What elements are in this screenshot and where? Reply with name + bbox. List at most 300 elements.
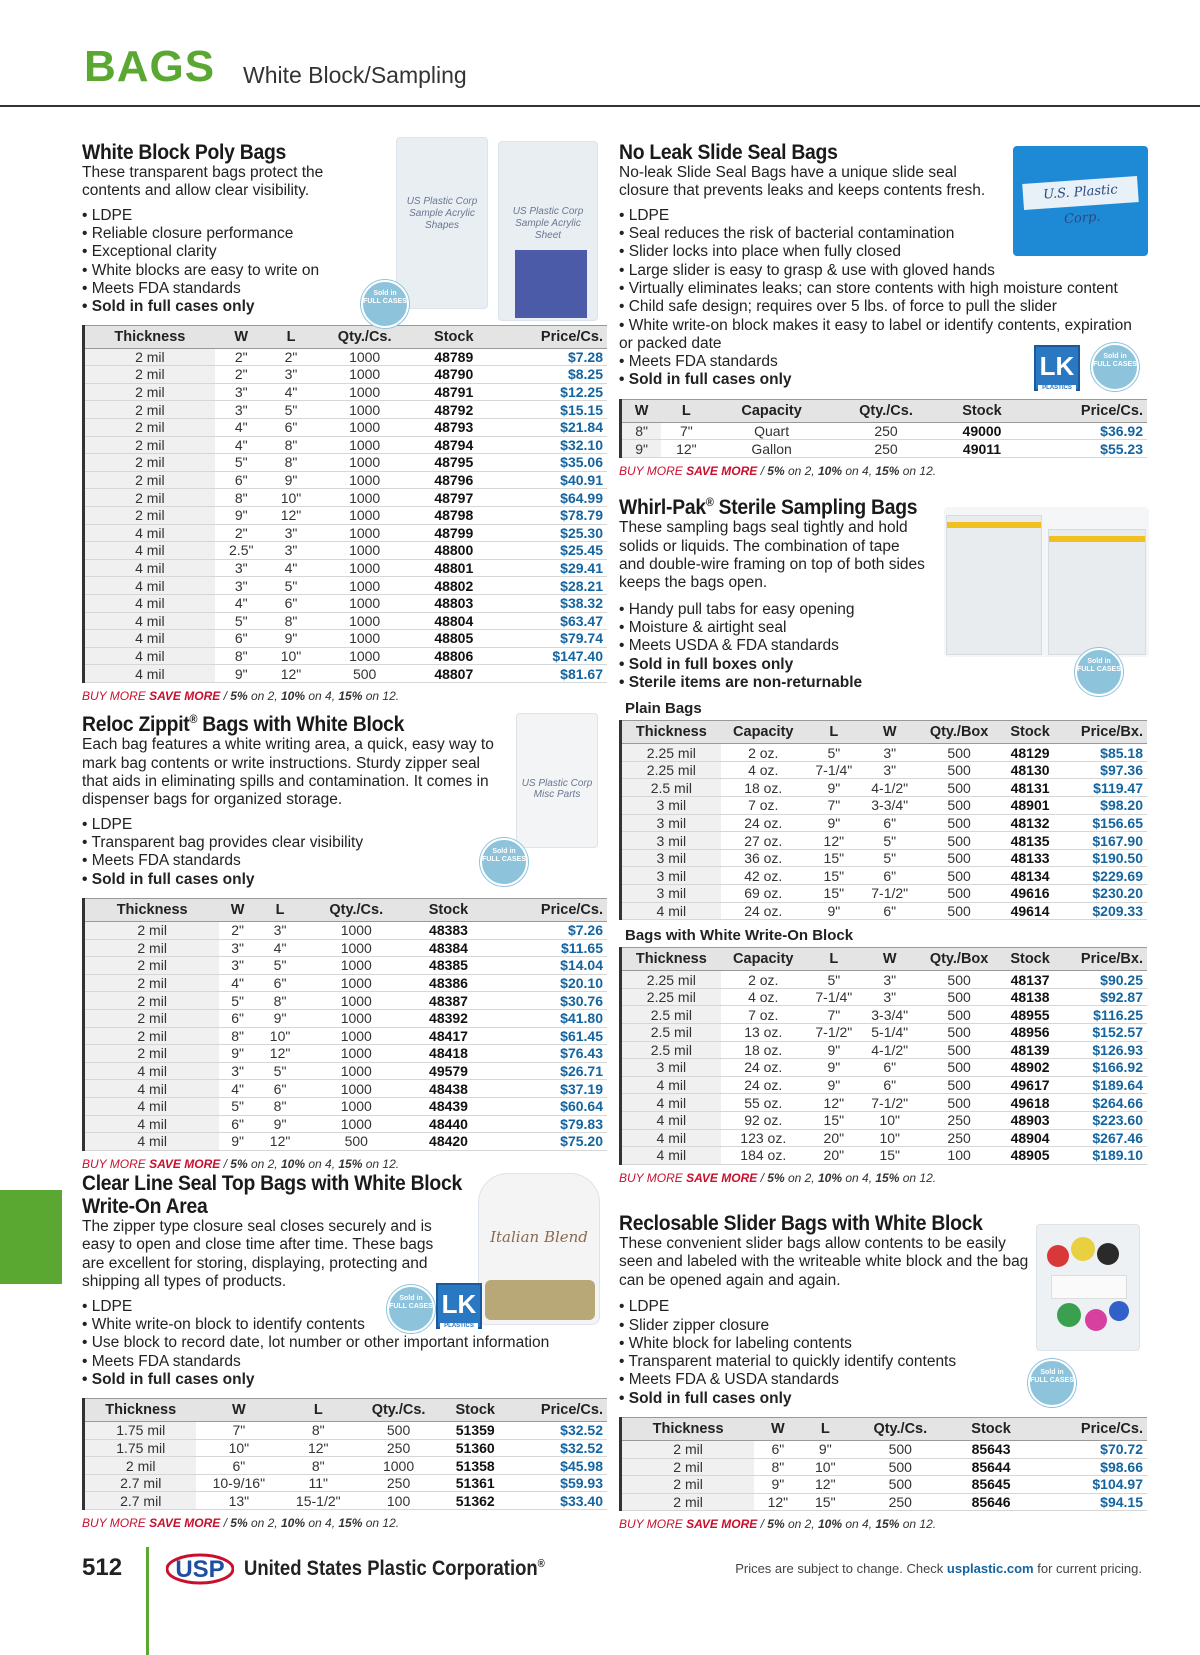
table-cell: 3-3/4": [862, 1006, 918, 1024]
full-cases-badge: Sold in FULL CASES: [361, 280, 409, 328]
table-cell: 5": [806, 744, 862, 762]
table-cell: 3": [215, 559, 268, 577]
feature-item: • Meets FDA standards: [82, 852, 607, 870]
stock-cell: 48386: [408, 974, 488, 992]
table-cell: 3-3/4": [862, 797, 918, 815]
price-table: [82, 1398, 607, 1510]
stock-cell: 48796: [415, 471, 493, 489]
column-header: Thickness: [621, 948, 721, 971]
price-cell: $64.99: [493, 489, 607, 507]
table-cell: 8": [215, 489, 268, 507]
stock-cell: 48801: [415, 559, 493, 577]
table-cell: 5": [256, 957, 304, 975]
table-cell: 2": [215, 348, 268, 366]
table-cell: 13": [196, 1492, 281, 1510]
table-cell: 12": [802, 1476, 849, 1494]
table-row: [84, 1062, 608, 1080]
table-cell: 4 mil: [84, 1062, 220, 1080]
price-cell: $190.50: [1060, 849, 1147, 867]
feature-item: • Sterile items are non-returnable: [619, 674, 1147, 692]
table-cell: 9": [806, 1076, 862, 1094]
table-row: [621, 1458, 1148, 1476]
table-row: [621, 1059, 1148, 1077]
table-cell: 7": [806, 1006, 862, 1024]
stock-cell: 48804: [415, 612, 493, 630]
table-cell: 4 mil: [621, 1076, 721, 1094]
full-cases-badge: Sold in FULL CASES: [1075, 648, 1123, 696]
table-cell: 6": [219, 1009, 256, 1027]
price-table: [82, 325, 607, 683]
product-image-misc-parts: [516, 713, 598, 848]
table-cell: 5": [219, 992, 256, 1010]
table-cell: 9": [754, 1476, 801, 1494]
table-cell: 7-1/2": [862, 1094, 918, 1112]
price-cell: $26.71: [489, 1062, 607, 1080]
stock-cell: 51360: [442, 1439, 509, 1457]
table-cell: 9": [215, 506, 268, 524]
table-cell: 12": [661, 440, 711, 458]
column-header: Stock: [1001, 948, 1060, 971]
feature-item: • Child safe design; requires over 5 lbs. of force to pull the slider: [619, 298, 1147, 316]
table-cell: 500: [918, 1041, 1001, 1059]
table-cell: 9": [256, 1115, 304, 1133]
table-cell: 2 mil: [84, 921, 220, 939]
feature-item: • Meets FDA standards: [82, 1353, 607, 1371]
table-cell: 8": [219, 1027, 256, 1045]
table-row: [84, 1009, 608, 1027]
column-header: Qty./Cs.: [304, 898, 408, 921]
table-cell: 6": [862, 814, 918, 832]
table-cell: 3": [256, 921, 304, 939]
feature-item: • Use block to record date, lot number or other important information: [82, 1334, 607, 1352]
product-image-acrylic-shapes: [396, 137, 488, 309]
feature-item: • White blocks are easy to write on: [82, 262, 607, 280]
table-cell: 1000: [304, 1009, 408, 1027]
table-row: [621, 440, 1148, 458]
table-cell: 12": [806, 832, 862, 850]
table-header-row: [621, 1418, 1148, 1441]
feature-item: • White write-on block to identify contents: [82, 1316, 607, 1334]
stock-cell: 49011: [940, 440, 1024, 458]
table-cell: 36 oz.: [721, 849, 806, 867]
table-cell: 5": [862, 832, 918, 850]
section-title: Reloc Zippit® Bags with White Block: [82, 712, 405, 737]
table-cell: 500: [918, 1023, 1001, 1041]
table-cell: 12": [281, 1439, 355, 1457]
table-cell: 20": [806, 1129, 862, 1147]
table-cell: 1000: [314, 366, 415, 384]
price-cell: $35.06: [493, 454, 607, 472]
stock-cell: 48130: [1001, 761, 1060, 779]
price-cell: $79.83: [489, 1115, 607, 1133]
table-cell: 1000: [314, 506, 415, 524]
stock-cell: 48905: [1001, 1147, 1060, 1165]
table-cell: 5": [862, 849, 918, 867]
table-cell: 11": [281, 1474, 355, 1492]
table-cell: 250: [355, 1439, 442, 1457]
table-cell: 12": [256, 1045, 304, 1063]
table-cell: 2 mil: [84, 1045, 220, 1063]
stock-cell: 48799: [415, 524, 493, 542]
stock-cell: 48135: [1001, 832, 1060, 850]
table-cell: 9": [806, 814, 862, 832]
table-cell: 2 mil: [84, 992, 220, 1010]
table-cell: 9": [806, 1041, 862, 1059]
price-cell: $7.26: [489, 921, 607, 939]
table-cell: 10": [802, 1458, 849, 1476]
pricing-note: Prices are subject to change. Check usplastic.com for current pricing.: [735, 1561, 1142, 1576]
column-header: Price/Bx.: [1060, 721, 1147, 744]
website-link[interactable]: usplastic.com: [946, 1561, 1034, 1576]
table-row: [621, 1076, 1148, 1094]
column-header: Thickness: [84, 898, 220, 921]
table-cell: 500: [849, 1458, 952, 1476]
table-row: [621, 1441, 1148, 1459]
stock-cell: 51362: [442, 1492, 509, 1510]
table-cell: 3": [862, 761, 918, 779]
table-cell: 27 oz.: [721, 832, 806, 850]
section-title-line2: Write-On Area: [82, 1194, 208, 1218]
price-cell: $8.25: [493, 366, 607, 384]
price-table: [619, 399, 1147, 458]
table-cell: 123 oz.: [721, 1129, 806, 1147]
price-cell: $11.65: [489, 939, 607, 957]
table-cell: 4 mil: [84, 612, 215, 630]
table-row: [621, 779, 1148, 797]
table-cell: 6": [215, 630, 268, 648]
table-cell: 8": [754, 1458, 801, 1476]
table-cell: 500: [918, 1076, 1001, 1094]
table-cell: 2 mil: [84, 939, 220, 957]
stock-cell: 48138: [1001, 988, 1060, 1006]
promo-text: BUY MORE SAVE MORE / 5% on 2, 10% on 4, 15% on 12.: [82, 1516, 400, 1531]
price-cell: $20.10: [489, 974, 607, 992]
image-label: US Plastic Corp Misc Parts: [521, 778, 593, 800]
table-cell: 7": [806, 797, 862, 815]
table-cell: 2.25 mil: [621, 761, 721, 779]
table-cell: 1000: [314, 524, 415, 542]
table-cell: 4 mil: [84, 577, 215, 595]
price-cell: $60.64: [489, 1097, 607, 1115]
table-cell: 13 oz.: [721, 1023, 806, 1041]
stock-cell: 48795: [415, 454, 493, 472]
table-row: [621, 885, 1148, 903]
table-cell: 5": [256, 1062, 304, 1080]
column-header: Qty./Cs.: [355, 1399, 442, 1422]
table-cell: 15": [802, 1493, 849, 1511]
table-cell: 3": [219, 957, 256, 975]
table-cell: 69 oz.: [721, 885, 806, 903]
table-cell: 3": [268, 524, 315, 542]
table-cell: 500: [918, 797, 1001, 815]
table-cell: 4 mil: [84, 594, 215, 612]
table-cell: 1000: [304, 939, 408, 957]
table-cell: 100: [918, 1147, 1001, 1165]
table-row: [621, 988, 1148, 1006]
column-header: Stock: [952, 1418, 1031, 1441]
table-cell: 24 oz.: [721, 814, 806, 832]
table-row: [84, 366, 608, 384]
table-cell: 2 mil: [84, 1457, 197, 1475]
table-cell: 9": [621, 440, 662, 458]
table-cell: 500: [918, 744, 1001, 762]
table-cell: 8": [621, 422, 662, 440]
table-cell: 5": [219, 1097, 256, 1115]
full-cases-badge: Sold in FULL CASES: [1028, 1359, 1076, 1407]
table-row: [84, 383, 608, 401]
table-row: [84, 506, 608, 524]
stock-cell: 48807: [415, 665, 493, 683]
stock-cell: 48383: [408, 921, 488, 939]
table-row: [621, 814, 1148, 832]
table-cell: 500: [355, 1422, 442, 1440]
table-row: [84, 992, 608, 1010]
price-cell: $40.91: [493, 471, 607, 489]
table-cell: 2 mil: [84, 401, 215, 419]
table-cell: 8": [268, 436, 315, 454]
price-cell: $14.04: [489, 957, 607, 975]
feature-item: • Slider zipper closure: [619, 1317, 1147, 1335]
table-cell: 500: [918, 867, 1001, 885]
price-cell: $37.19: [489, 1080, 607, 1098]
table-cell: 4 mil: [84, 1097, 220, 1115]
table-cell: 1000: [304, 1080, 408, 1098]
column-header: L: [806, 721, 862, 744]
price-table: [82, 898, 607, 1151]
table-cell: 500: [314, 665, 415, 683]
table-cell: 250: [355, 1474, 442, 1492]
page-number: 512: [82, 1554, 123, 1581]
table-cell: 12": [754, 1493, 801, 1511]
table-row: [84, 630, 608, 648]
price-cell: $189.64: [1060, 1076, 1147, 1094]
table-row: [621, 1476, 1148, 1494]
table-cell: 500: [918, 761, 1001, 779]
table-cell: 7": [196, 1422, 281, 1440]
table-cell: 15": [806, 885, 862, 903]
price-cell: $75.20: [489, 1133, 607, 1151]
table-row: [84, 594, 608, 612]
table-row: [621, 1129, 1148, 1147]
table-cell: 2.25 mil: [621, 988, 721, 1006]
side-tab: [0, 1190, 62, 1284]
table-cell: 3": [219, 939, 256, 957]
feature-item: • Meets FDA standards: [82, 280, 607, 298]
full-cases-badge: Sold in FULL CASES: [387, 1285, 435, 1333]
lk-plastics-logo: LK PLASTICS: [1034, 345, 1080, 391]
price-cell: $33.40: [509, 1492, 607, 1510]
price-cell: $30.76: [489, 992, 607, 1010]
table-cell: 4 mil: [84, 524, 215, 542]
price-cell: $32.10: [493, 436, 607, 454]
table-cell: 6": [256, 974, 304, 992]
table-cell: 3 mil: [621, 797, 721, 815]
table-cell: 4 mil: [84, 559, 215, 577]
table-cell: 500: [918, 814, 1001, 832]
table-cell: 1000: [314, 577, 415, 595]
column-header: L: [806, 948, 862, 971]
table-cell: 9": [219, 1133, 256, 1151]
table-cell: 250: [918, 1111, 1001, 1129]
section-title: Clear Line Seal Top Bags with White Block: [82, 1171, 462, 1195]
price-cell: $104.97: [1031, 1476, 1147, 1494]
stock-cell: 49616: [1001, 885, 1060, 903]
table-cell: 500: [304, 1133, 408, 1151]
table-cell: 8": [268, 612, 315, 630]
stock-cell: 48903: [1001, 1111, 1060, 1129]
feature-item: • White block for labeling contents: [619, 1335, 1147, 1353]
table-row: [621, 1493, 1148, 1511]
table-cell: 3": [219, 1062, 256, 1080]
table-cell: 4": [256, 939, 304, 957]
page-subtitle: White Block/Sampling: [243, 62, 467, 88]
column-header: Qty./Box: [918, 721, 1001, 744]
price-cell: $229.69: [1060, 867, 1147, 885]
stock-cell: 85646: [952, 1493, 1031, 1511]
table-cell: 8": [256, 1097, 304, 1115]
table-cell: 5": [268, 401, 315, 419]
stock-cell: 48384: [408, 939, 488, 957]
table-row: [84, 1115, 608, 1133]
plain-bags-table: [619, 720, 1147, 920]
price-cell: $267.46: [1060, 1129, 1147, 1147]
price-cell: $223.60: [1060, 1111, 1147, 1129]
table-cell: 2.7 mil: [84, 1492, 197, 1510]
promo-text: BUY MORE SAVE MORE / 5% on 2, 10% on 4, 15% on 12.: [619, 1170, 937, 1185]
table-cell: 3": [215, 401, 268, 419]
feature-item: • Slider locks into place when fully closed: [619, 243, 1147, 261]
table-cell: 6": [862, 1059, 918, 1077]
table-cell: 10": [196, 1439, 281, 1457]
table-cell: 1000: [314, 454, 415, 472]
feature-item: • Handy pull tabs for easy opening: [619, 601, 1147, 619]
table-cell: 2": [215, 366, 268, 384]
stock-cell: 48789: [415, 348, 493, 366]
stock-cell: 48956: [1001, 1023, 1060, 1041]
table-cell: 3 mil: [621, 1059, 721, 1077]
column-header: L: [268, 325, 315, 348]
table-row: [84, 542, 608, 560]
stock-cell: 49618: [1001, 1094, 1060, 1112]
price-cell: $98.20: [1060, 797, 1147, 815]
full-cases-badge: Sold in FULL CASES: [480, 838, 528, 886]
feature-item: • Sold in full boxes only: [619, 656, 1147, 674]
section-description: These sampling bags seal tightly and hold solids or liquids. The combination of tape and double-wire framing on top of both sides keeps the bags open.: [619, 519, 925, 592]
price-cell: $78.79: [493, 506, 607, 524]
table-cell: 18 oz.: [721, 779, 806, 797]
section-title: Whirl-Pak® Sterile Sampling Bags: [619, 495, 918, 520]
stock-cell: 48802: [415, 577, 493, 595]
table-cell: 55 oz.: [721, 1094, 806, 1112]
table-cell: 1000: [304, 1027, 408, 1045]
table-cell: 1000: [314, 594, 415, 612]
image-label: U.S. Plastic Corp.: [1022, 176, 1139, 210]
table-cell: 6": [256, 1080, 304, 1098]
column-header: Price/Bx.: [1060, 948, 1147, 971]
stock-cell: 48803: [415, 594, 493, 612]
stock-cell: 48417: [408, 1027, 488, 1045]
column-header: W: [862, 721, 918, 744]
table-cell: 8": [215, 647, 268, 665]
usp-logo: [166, 1552, 234, 1586]
column-header: Stock: [408, 898, 488, 921]
table-cell: 500: [918, 1006, 1001, 1024]
table-cell: 2 mil: [621, 1441, 755, 1459]
price-cell: $25.30: [493, 524, 607, 542]
stock-cell: 48798: [415, 506, 493, 524]
price-cell: $264.66: [1060, 1094, 1147, 1112]
table-cell: 2 mil: [84, 957, 220, 975]
price-cell: $70.72: [1031, 1441, 1147, 1459]
price-cell: $63.47: [493, 612, 607, 630]
table-row: [621, 744, 1148, 762]
column-header: Stock: [415, 325, 493, 348]
stock-cell: 48387: [408, 992, 488, 1010]
table-cell: 92 oz.: [721, 1111, 806, 1129]
price-cell: $189.10: [1060, 1147, 1147, 1165]
feature-item: • Large slider is easy to grasp & use with gloved hands: [619, 262, 1147, 280]
stock-cell: 48438: [408, 1080, 488, 1098]
table-cell: 2 mil: [84, 974, 220, 992]
table-cell: 2 mil: [84, 1009, 220, 1027]
price-cell: $94.15: [1031, 1493, 1147, 1511]
feature-item: • LDPE: [82, 1298, 607, 1316]
table-cell: 24 oz.: [721, 1076, 806, 1094]
white-block-bags-label: Bags with White Write-On Block: [625, 927, 854, 945]
table-cell: 2 mil: [84, 506, 215, 524]
plain-bags-label: Plain Bags: [625, 700, 702, 718]
table-cell: 3 mil: [621, 885, 721, 903]
table-cell: 2 mil: [84, 348, 215, 366]
product-image-acrylic-sheet: [498, 141, 598, 321]
table-cell: 3": [215, 383, 268, 401]
stock-cell: 48133: [1001, 849, 1060, 867]
column-header: Stock: [442, 1399, 509, 1422]
table-cell: 2 mil: [84, 1027, 220, 1045]
corporation-name: United States Plastic Corporation®: [244, 1557, 545, 1580]
page-title: BAGS: [84, 42, 216, 91]
column-header: L: [661, 399, 711, 422]
table-cell: 9": [806, 779, 862, 797]
table-cell: 8": [268, 454, 315, 472]
feature-item: • Meets FDA standards: [619, 353, 1147, 371]
table-cell: 6": [862, 1076, 918, 1094]
table-row: [84, 1097, 608, 1115]
feature-item: • White write-on block makes it easy to label or identify contents, expiration or packed date: [619, 317, 1147, 354]
table-cell: 1.75 mil: [84, 1439, 197, 1457]
table-cell: 1000: [314, 647, 415, 665]
table-cell: 4 oz.: [721, 988, 806, 1006]
table-cell: 2 mil: [84, 418, 215, 436]
table-row: [621, 761, 1148, 779]
promo-text: BUY MORE SAVE MORE / 5% on 2, 10% on 4, 15% on 12.: [82, 688, 400, 703]
table-cell: 4": [215, 436, 268, 454]
table-cell: 3 mil: [621, 867, 721, 885]
table-row: [84, 489, 608, 507]
table-cell: 24 oz.: [721, 1059, 806, 1077]
price-cell: $21.84: [493, 418, 607, 436]
stock-cell: 49614: [1001, 902, 1060, 920]
column-header: L: [281, 1399, 355, 1422]
table-cell: 4 mil: [84, 1080, 220, 1098]
table-cell: 4 mil: [84, 542, 215, 560]
stock-cell: 48793: [415, 418, 493, 436]
table-cell: 500: [918, 849, 1001, 867]
lk-plastics-logo: LK PLASTICS: [436, 1283, 482, 1329]
table-cell: 5-1/4": [862, 1023, 918, 1041]
table-row: [621, 1023, 1148, 1041]
table-cell: 7-1/2": [862, 885, 918, 903]
